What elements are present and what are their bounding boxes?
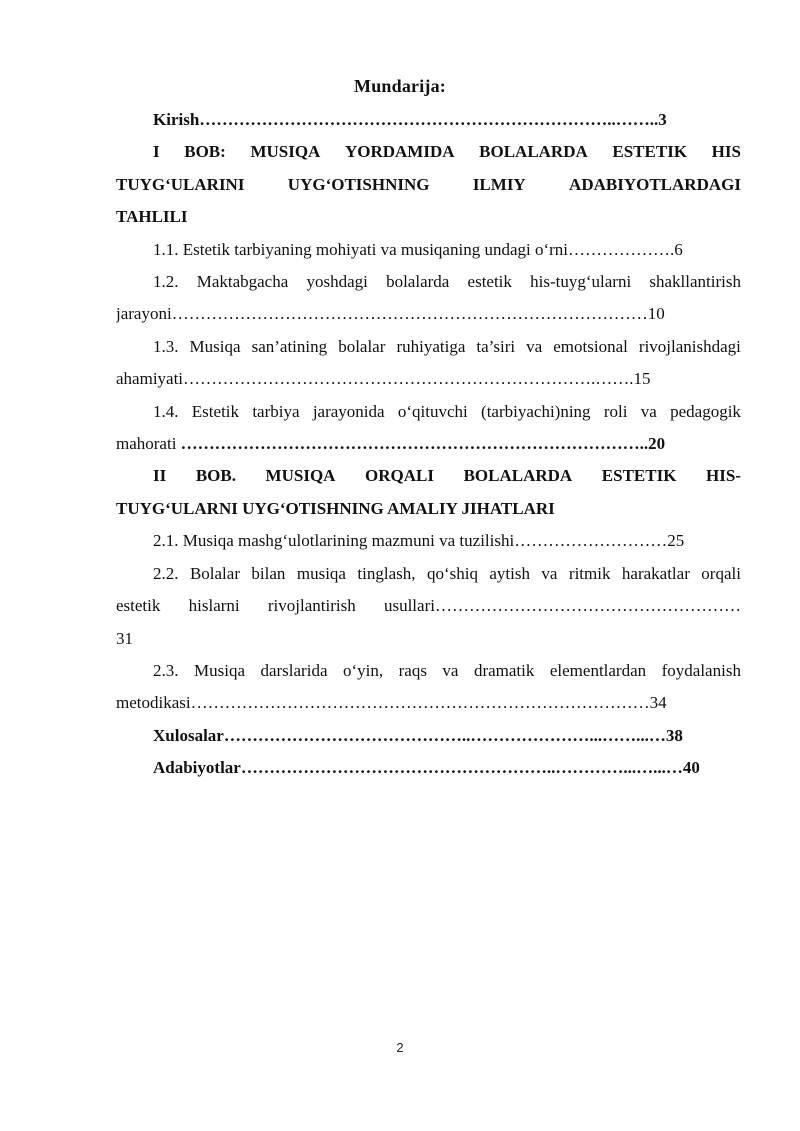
word: roli xyxy=(603,401,628,421)
word: o‘yin, xyxy=(342,660,384,680)
word: II xyxy=(153,466,167,486)
word: tinglash, xyxy=(357,563,416,583)
toc-entry-adabiyotlar: Adabiyotlar………………………………………………..…………...…...…40 xyxy=(153,758,700,778)
word: 2.3. xyxy=(153,660,179,680)
word: elementlardan xyxy=(549,660,647,680)
word: 2.2. xyxy=(153,563,179,583)
word: BOB: xyxy=(184,142,226,162)
word: ruhiyatiga xyxy=(396,336,466,356)
word: bolalarda xyxy=(386,272,450,292)
toc-chapter-1-heading-line-2 xyxy=(116,169,741,201)
word: TUYG‘ULARINI xyxy=(116,174,245,194)
word: va xyxy=(541,563,558,583)
word: qo‘shiq xyxy=(426,563,478,583)
word: 1.4. xyxy=(153,401,179,421)
word: san’atining xyxy=(251,336,328,356)
word: ritmik xyxy=(568,563,611,583)
word: usullari……………………………………………… xyxy=(383,596,741,616)
toc-entry-2-1: 2.1. Musiqa mashg‘ulotlarining mazmuni va tuzilishi………………………25 xyxy=(153,531,685,551)
toc-entry-2-3-line-1 xyxy=(116,655,741,687)
toc-entry-1-3-line-2: ahamiyati……………………………………………………………….…….15 xyxy=(116,369,651,389)
word: rivojlanishdagi xyxy=(638,336,741,356)
word: BOLALARDA xyxy=(463,466,573,486)
toc-entry-kirish: Kirish………………………………………………………………..……..3 xyxy=(153,110,667,129)
word: 1.2. xyxy=(153,272,179,292)
word: MUSIQA xyxy=(265,466,336,486)
word: hislarni xyxy=(188,596,240,616)
word: emotsional xyxy=(553,336,628,356)
word: BOB. xyxy=(195,466,236,486)
word: his-tuyg‘ularni xyxy=(530,272,632,292)
word: estetik xyxy=(116,596,161,616)
word: bolalar xyxy=(338,336,386,356)
word: va xyxy=(526,336,543,356)
word: MUSIQA xyxy=(250,142,321,162)
word: ta’siri xyxy=(476,336,516,356)
word: UYG‘OTISHNING xyxy=(287,174,430,194)
toc-entry-1-2-line-2: jarayoni…………………………………………………………………………10 xyxy=(116,304,665,324)
word: o‘qituvchi xyxy=(397,401,468,421)
word: harakatlar xyxy=(621,563,690,583)
toc-entry-2-2-line-2 xyxy=(116,590,741,622)
word: HIS- xyxy=(706,466,741,486)
toc-entry-xulosalar: Xulosalar……………………………………..…………………...……...…38 xyxy=(153,725,683,745)
word: tarbiya xyxy=(252,401,300,421)
word: va xyxy=(442,660,459,680)
entry-text: mahorati xyxy=(116,434,181,454)
word: orqali xyxy=(701,563,741,583)
toc-entry-1-4-line-1 xyxy=(116,396,741,428)
table-of-contents xyxy=(116,104,741,785)
word: YORDAMIDA xyxy=(344,142,455,162)
word: ESTETIK xyxy=(612,142,688,162)
word: ORQALI xyxy=(365,466,434,486)
word: (tarbiyachi)ning xyxy=(481,401,591,421)
word: BOLALARDA xyxy=(479,142,588,162)
word: foydalanish xyxy=(661,660,741,680)
word: darslarida xyxy=(260,660,328,680)
word: pedagogik xyxy=(670,401,741,421)
word: raqs xyxy=(398,660,427,680)
toc-entry-2-2-line-3: 31 xyxy=(116,628,133,648)
page-number: 2 xyxy=(396,1040,404,1055)
word: Musiqa xyxy=(189,336,241,356)
word: ADABIYOTLARDAGI xyxy=(569,174,741,194)
word: rivojlantirish xyxy=(267,596,356,616)
word: va xyxy=(640,401,657,421)
word: Maktabgacha xyxy=(196,272,289,292)
word: bilan xyxy=(251,563,286,583)
toc-entry-1-3-line-1 xyxy=(116,331,741,363)
word: shakllantirish xyxy=(649,272,741,292)
word: Musiqa xyxy=(193,660,245,680)
toc-chapter-1-heading-line-1 xyxy=(116,136,741,168)
word: ESTETIK xyxy=(601,466,677,486)
word: Estetik xyxy=(191,401,240,421)
word: jarayonida xyxy=(312,401,385,421)
word: HIS xyxy=(711,142,741,162)
word: ILMIY xyxy=(472,174,526,194)
word: estetik xyxy=(467,272,512,292)
word: 1.3. xyxy=(153,336,179,356)
leader-dots: ………………………………………………………………………..20 xyxy=(180,434,666,454)
toc-chapter-2-heading-line-1 xyxy=(116,460,741,492)
toc-chapter-2-heading-line-2: TUYG‘ULARNI UYG‘OTISHNING AMALIY JIHATLARI xyxy=(116,498,555,518)
toc-entry-1-2-line-1 xyxy=(116,266,741,298)
word: aytish xyxy=(489,563,530,583)
toc-chapter-1-heading-line-3: TAHLILI xyxy=(116,207,188,227)
toc-title: Mundarija: xyxy=(354,76,446,96)
word: dramatik xyxy=(473,660,535,680)
toc-entry-2-2-line-1 xyxy=(116,558,741,590)
word: musiqa xyxy=(296,563,346,583)
toc-entry-2-3-line-2: metodikasi………………………………………………………………………34 xyxy=(116,693,667,713)
toc-entry-1-1: 1.1. Estetik tarbiyaning mohiyati va musiqaning undagi o‘rni……………….6 xyxy=(153,239,683,259)
word: yoshdagi xyxy=(306,272,368,292)
word: Bolalar xyxy=(189,563,240,583)
word: I xyxy=(153,142,160,162)
toc-entry-1-4-line-2 xyxy=(116,428,741,460)
